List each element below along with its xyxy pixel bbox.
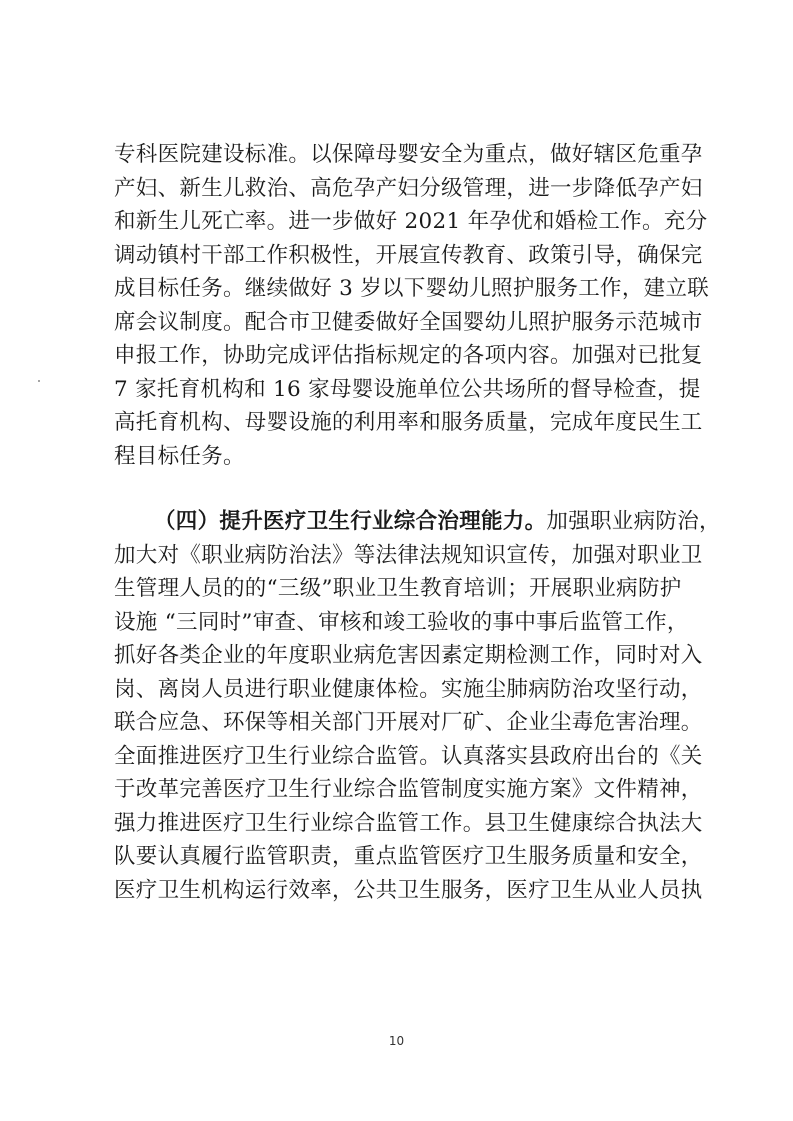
paragraph-line: 岗、离岗人员进行职业健康体检。实施尘肺病防治攻坚行动， bbox=[114, 676, 703, 702]
paragraph-line: 和新生儿死亡率。进一步做好 2021 年孕优和婚检工作。充分 bbox=[114, 209, 708, 234]
paragraph-line: 高托育机构、母婴设施的利用率和服务质量，完成年度民生工 bbox=[114, 410, 703, 435]
paragraph-line: 加大对《职业病防治法》等法律法规知识宣传，加强对职业卫 bbox=[114, 542, 703, 568]
page-number: 10 bbox=[388, 1034, 405, 1048]
paragraph-line: 程目标任务。 bbox=[114, 443, 245, 469]
paragraph-line: 全面推进医疗卫生行业综合监管。认真落实县政府出台的《关 bbox=[114, 743, 703, 769]
paragraph-line: 抓好各类企业的年度职业病危害因素定期检测工作，同时对入 bbox=[114, 643, 703, 668]
paragraph-line: 队要认真履行监管职责，重点监管医疗卫生服务质量和安全， bbox=[114, 844, 703, 869]
paragraph-line: 申报工作，协助完成评估指标规定的各项内容。加强对已批复 bbox=[114, 343, 703, 368]
paragraph-governance bbox=[114, 505, 721, 907]
paragraph-line: 生管理人员的的“三级”职业卫生教育培训；开展职业病防护 bbox=[114, 576, 682, 601]
paragraph-line: 席会议制度。配合市卫健委做好全国婴幼儿照护服务示范城市 bbox=[114, 309, 703, 335]
heading-continuation: 加强职业病防治， bbox=[546, 509, 721, 534]
paragraph-maternal-child-health bbox=[114, 138, 710, 473]
section-heading: （四）提升医疗卫生行业综合治理能力。 bbox=[154, 509, 547, 534]
paragraph-line: 调动镇村干部工作积极性，开展宣传教育、政策引导，确保完 bbox=[114, 242, 703, 268]
paragraph-line: 产妇、新生儿救治、高危孕产妇分级管理，进一步降低孕产妇 bbox=[114, 175, 703, 201]
paragraph-line: 医疗卫生机构运行效率，公共卫生服务，医疗卫生从业人员执 bbox=[114, 877, 703, 903]
paragraph-line: 联合应急、环保等相关部门开展对厂矿、企业尘毒危害治理。 bbox=[114, 710, 703, 735]
paragraph-line: 设施 “三同时”审查、审核和竣工验收的事中事后监管工作， bbox=[114, 609, 689, 635]
paragraph-first-line bbox=[114, 505, 721, 539]
paragraph-line: 成目标任务。继续做好 3 岁以下婴幼儿照护服务工作，建立联 bbox=[114, 276, 710, 301]
paragraph-line: 于改革完善医疗卫生行业综合监管制度实施方案》文件精神， bbox=[114, 777, 703, 802]
paragraph-line: 强力推进医疗卫生行业综合监管工作。县卫生健康综合执法大 bbox=[114, 810, 703, 836]
scan-speck bbox=[38, 380, 40, 382]
paragraph-line: 7 家托育机构和 16 家母婴设施单位公共场所的督导检查，提 bbox=[114, 376, 701, 402]
paragraph-line: 专科医院建设标准。以保障母婴安全为重点，做好辖区危重孕 bbox=[114, 142, 703, 167]
